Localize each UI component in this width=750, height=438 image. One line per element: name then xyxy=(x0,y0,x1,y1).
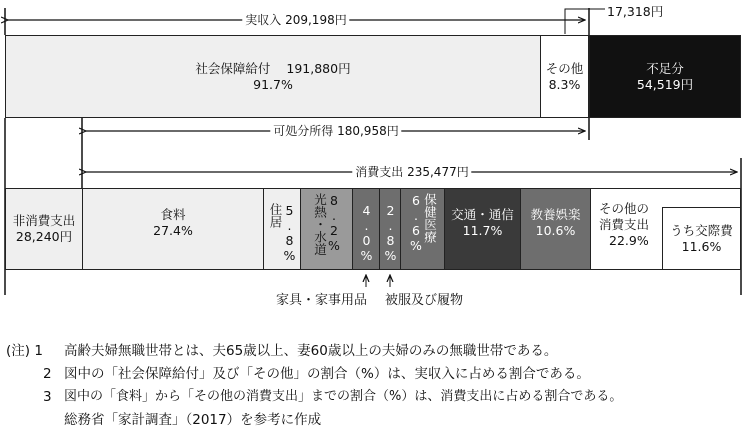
other-consumption-pct: 22.9% xyxy=(609,233,649,248)
food-name: 食料 xyxy=(160,207,186,222)
non-consumption-amount: 28,240円 xyxy=(15,229,73,244)
other-consumption-name-2: 消費支出 xyxy=(599,217,650,232)
housing-pct: 5.8% xyxy=(282,203,297,263)
furniture-pct: 4.0% xyxy=(359,203,374,263)
food-block xyxy=(82,188,264,270)
education-block xyxy=(520,188,591,270)
note-3: 図中の「食料」から「その他の消費支出」までの割合（%）は、消費支出に占める割合である。 xyxy=(64,389,623,404)
utilities-pct: 8.2% xyxy=(326,193,342,253)
medical-name: 保健医療 xyxy=(422,193,438,243)
utilities-block xyxy=(300,188,353,270)
medical-block xyxy=(400,188,445,270)
medical-pct: 6.6% xyxy=(408,193,424,253)
furniture-label: 家具・家事用品 xyxy=(276,293,368,308)
note-2: 図中の「社会保障給付」及び「その他」の割合（%）は、実収入に占める割合である。 xyxy=(64,366,590,382)
education-name: 教養娯楽 xyxy=(530,207,581,222)
social-security-pct: 91.7% xyxy=(253,76,293,92)
non-consumption-name: 非消費支出 xyxy=(12,213,76,228)
clothing-block xyxy=(379,188,401,270)
other-income-pct: 8.3% xyxy=(548,76,581,92)
diff-bracket xyxy=(565,9,589,34)
shortfall-block xyxy=(589,35,741,118)
non-consumption-block xyxy=(5,188,83,270)
social-security-name: 社会保障給付 xyxy=(195,60,271,76)
furniture-block xyxy=(352,188,380,270)
social-expense-block xyxy=(662,207,741,270)
transport-pct: 11.7% xyxy=(462,223,503,238)
income-label: 実収入 209,198円 xyxy=(242,13,349,27)
note-prefix: (注) 1 xyxy=(6,343,43,359)
housing-block xyxy=(263,188,301,270)
note-2-number: 2 xyxy=(43,366,52,382)
social-expense-name: うち交際費 xyxy=(670,222,733,238)
transport-block xyxy=(444,188,521,270)
social-security-amount: 191,880円 xyxy=(286,60,351,76)
social-security-block xyxy=(5,35,541,118)
education-pct: 10.6% xyxy=(535,223,576,238)
social-expense-pct: 11.6% xyxy=(681,238,722,254)
other-income-name: その他 xyxy=(545,60,584,76)
source-note: 総務省「家計調査」（2017）を参考に作成 xyxy=(64,412,322,428)
food-pct: 27.4% xyxy=(153,223,193,238)
consumption-label: 消費支出 235,477円 xyxy=(352,165,471,179)
shortfall-name: 不足分 xyxy=(646,60,684,76)
utilities-name: 光熱・水道 xyxy=(312,193,328,256)
disposable-label: 可処分所得 180,958円 xyxy=(270,124,401,138)
other-consumption-name-1: その他の xyxy=(599,201,650,216)
shortfall-amount: 54,519円 xyxy=(636,76,694,92)
diff-label: 17,318円 xyxy=(607,4,664,19)
housing-name: 住居 xyxy=(268,203,283,228)
transport-name: 交通・通信 xyxy=(451,207,514,222)
note-1: 高齢夫婦無職世帯とは、夫65歳以上、妻60歳以上の夫婦のみの無職世帯である。 xyxy=(64,343,558,359)
other-income-block xyxy=(540,35,589,118)
clothing-pct: 2.8% xyxy=(383,203,398,263)
clothing-label: 被服及び履物 xyxy=(385,293,464,308)
note-3-number: 3 xyxy=(43,389,52,405)
